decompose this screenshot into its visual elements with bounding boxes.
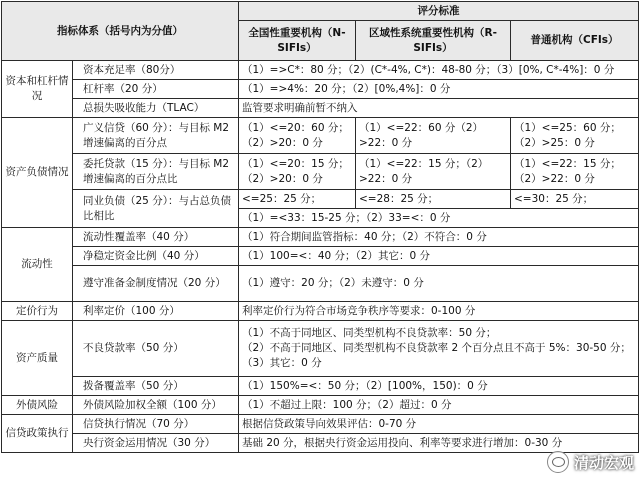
indicator-lcr: 流动性覆盖率（40 分） — [73, 228, 239, 247]
standard-credit-policy: 根据信贷政策导向效果评估：0-70 分 — [239, 415, 639, 434]
standard-foreign-debt: （1）不超过上限：100 分；（2）超过：0 分 — [239, 396, 639, 415]
standard-npl-line-1: （1）不高于同地区、同类型机构不良贷款率：50 分； — [242, 327, 497, 339]
indicator-central-bank-funds: 央行资金运用情况（30 分） — [73, 434, 239, 453]
standard-leverage: （1）=>4%：20 分；（2）[0%,4%]：0 分 — [239, 80, 639, 99]
indicator-credit: 广义信贷（60 分）：与目标 M2 增速偏离的百分点 — [73, 118, 239, 154]
standard-entrusted-cfi: （1）<=22：15 分；（2）>22：0 分 — [511, 154, 639, 190]
indicator-tlac: 总损失吸收能力（TLAC） — [73, 99, 239, 118]
category-capital: 资本和杠杆情况 — [2, 61, 73, 118]
standard-entrusted-nsifi: （1）<=20：15 分；（2）>20：0 分 — [239, 154, 356, 190]
standard-lcr: （1）符合期间监管指标：40 分；（2）不符合：0 分 — [239, 228, 639, 247]
standard-npl-line-2: （2）不高于同地区、同类型机构不良贷款率 2 个百分点且不高于 5%：30-50 分； — [242, 342, 631, 354]
indicator-interbank: 同业负债（25 分）：与占总负债比相比 — [73, 190, 239, 228]
standard-car: （1）=>C*：80 分；（2）(C*-4%, C*)：48-80 分；（3）[0%, C*-4%]：0 分 — [239, 61, 639, 80]
header-eval-standard: 评分标准 — [239, 2, 639, 21]
standard-central-bank-funds: 基础 20 分，根据央行资金运用投向、利率等要求进行增加：0-30 分 — [239, 434, 639, 453]
mpa-scoring-table — [1, 1, 639, 453]
header-indicator-system: 指标体系（括号内为分值） — [2, 2, 239, 61]
indicator-nsfr: 净稳定资金比例（40 分） — [73, 247, 239, 266]
standard-credit-cfi: （1）<=25：60 分；（2）>25：0 分 — [511, 118, 639, 154]
indicator-rate-pricing: 利率定价（100 分） — [73, 302, 239, 321]
wechat-icon — [547, 451, 569, 473]
standard-interbank-all: （1）=<33：15-25 分；（2）33=<：0 分 — [239, 209, 639, 228]
standard-interbank-nsifi: <=25：25 分； — [239, 190, 356, 209]
header-cfi: 普通机构（CFIs） — [511, 21, 639, 61]
indicator-entrusted-loans: 委托贷款（15 分）：与目标 M2 增速偏离的百分点比 — [73, 154, 239, 190]
category-liquidity: 流动性 — [2, 228, 73, 302]
standard-reserve: （1）遵守：20 分；（2）未遵守：0 分 — [239, 266, 639, 302]
standard-npl-line-3: （3）其它：0 分 — [242, 357, 322, 369]
standard-credit-rsifi: （1）<=22：60 分（2）>22：0 分 — [356, 118, 511, 154]
category-pricing: 定价行为 — [2, 302, 73, 321]
standard-interbank-cfi: <=30：25 分； — [511, 190, 639, 209]
header-rsifi: 区域性系统重要性机构（R-SIFIs） — [356, 21, 511, 61]
indicator-reserve: 遵守准备金制度情况（20 分） — [73, 266, 239, 302]
category-foreign-debt: 外债风险 — [2, 396, 73, 415]
standard-credit-nsifi: （1）<=20：60 分；（2）>20：0 分 — [239, 118, 356, 154]
standard-interbank-rsifi: <=28：25 分； — [356, 190, 511, 209]
category-asset-liability: 资产负债情况 — [2, 118, 73, 228]
indicator-car: 资本充足率（80分） — [73, 61, 239, 80]
standard-rate-pricing: 利率定价行为符合市场竞争秩序等要求：0-100 分 — [239, 302, 639, 321]
indicator-foreign-debt: 外债风险加权全额（100 分） — [73, 396, 239, 415]
watermark — [547, 451, 634, 473]
indicator-leverage: 杠杆率（20 分） — [73, 80, 239, 99]
standard-entrusted-rsifi: （1）<=22：15 分；（2）>22：0 分 — [356, 154, 511, 190]
category-credit-policy: 信贷政策执行 — [2, 415, 73, 453]
indicator-credit-policy: 信贷执行情况（70 分） — [73, 415, 239, 434]
watermark-text: 清动宏观 — [573, 453, 634, 472]
indicator-provision: 拨备覆盖率（50 分） — [73, 377, 239, 396]
category-asset-quality: 资产质量 — [2, 321, 73, 396]
standard-tlac: 监管要求明确前暂不纳入 — [239, 99, 639, 118]
standard-nsfr: （1）100=<：40 分；（2）其它：0 分 — [239, 247, 639, 266]
standard-provision: （1）150%=<：50 分；（2）[100%，150)：0 分 — [239, 377, 639, 396]
standard-npl — [239, 321, 639, 377]
header-nsifi: 全国性重要机构（N-SIFIs） — [239, 21, 356, 61]
indicator-npl: 不良贷款率（50 分） — [73, 321, 239, 377]
